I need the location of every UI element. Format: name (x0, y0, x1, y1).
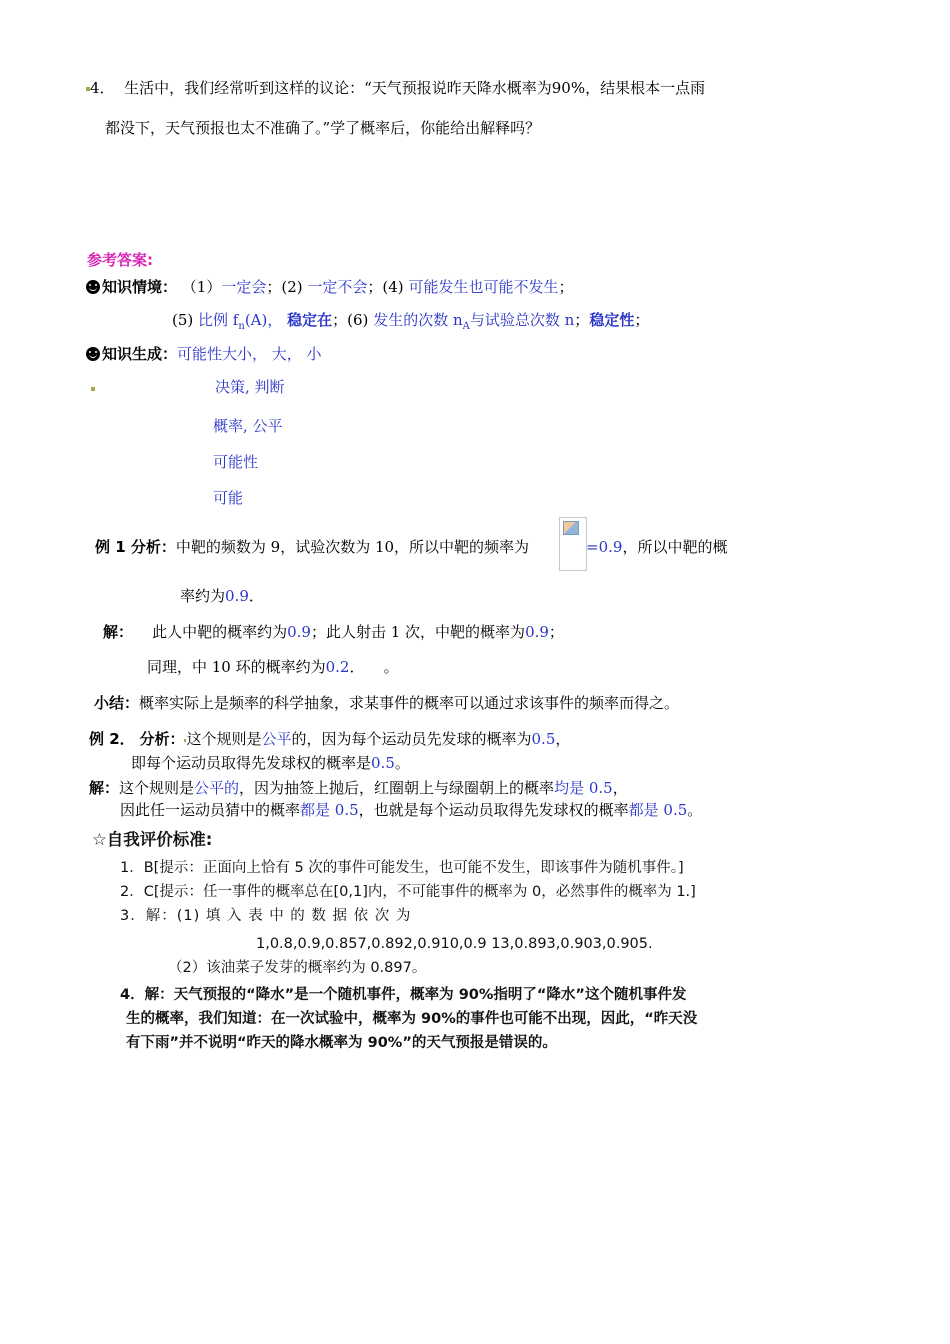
text-segment: 即每个运动员取得先发球权的概率是 (131, 754, 372, 772)
ex2-analysis-line1 (89, 729, 570, 749)
self-eval-item-4c: 有下雨”并不说明“昨天的降水概率为 90%”的天气预报是错误的。 (126, 1035, 557, 1051)
text-segment: 。 (383, 658, 399, 676)
summary-text: 概率实际上是频率的科学抽象，求某事件的概率可以通过求该事件的频率而得之。 (139, 694, 680, 712)
text-segment: 率约为 (180, 587, 226, 605)
answer-text: 均是 0.5 (554, 779, 613, 797)
self-eval-item-3b: 1,0.8,0.9,0.857,0.892,0.910,0.9 13,0.893,0.903,0.905. (256, 936, 653, 952)
reference-answers-title: 参考答案: (87, 251, 153, 269)
summary-label: 小结： (94, 694, 140, 712)
ex1-analysis-line (95, 537, 529, 557)
shengcheng-item-3: 可能性 (213, 453, 259, 471)
text-segment: (5) (172, 311, 194, 329)
zhishi-qingjing-line1 (86, 277, 573, 297)
q4-number: 4． (90, 79, 115, 97)
answer-text: 0.9 (525, 623, 549, 641)
zhishi-qingjing-line2 (172, 310, 649, 337)
subscript: A (462, 321, 470, 332)
shengcheng-item-2: 概率, 公平 (213, 417, 283, 435)
text-segment: ． (349, 658, 365, 676)
smiley-icon (86, 347, 100, 361)
q4-text-line2: 都没下，天气预报也太不准确了。”学了概率后，你能给出解释吗？ (105, 119, 541, 137)
ex1-label: 例 1 分析： (95, 538, 176, 556)
zhishi-qingjing-label: 知识情境： (102, 278, 178, 296)
text-segment: ， (555, 730, 571, 748)
text-segment: ． (248, 587, 264, 605)
answer-text: 发生的次数 n (373, 311, 463, 329)
ex1-analysis-tail (586, 537, 727, 557)
text-segment: 。 (394, 754, 410, 772)
ex1-text2: ，所以中靶的概 (622, 538, 728, 556)
zhishi-shengcheng-line (86, 344, 322, 364)
answer-text: 都是 0.5 (300, 801, 359, 819)
answer-text: 公平的 (194, 779, 240, 797)
text-segment: 同理，中 10 环的概率约为 (147, 658, 326, 676)
ex2-analysis-label: 分析： (139, 730, 185, 748)
ex1-solution-line1 (103, 622, 564, 642)
ex1-solution-label: 解： (103, 623, 134, 641)
answer-text: 比例 f (198, 311, 239, 329)
text-segment: （1） (181, 278, 222, 296)
answer-text: 稳定在 (287, 311, 333, 329)
q4-line1 (86, 78, 705, 98)
text-segment: 此人中靶的概率约为 (152, 623, 288, 641)
smiley-icon (86, 280, 100, 294)
answer-text: 都是 0.5 (628, 801, 688, 819)
text-segment: ； (558, 278, 574, 296)
answer-text: 0.2 (325, 658, 350, 676)
text-segment: 这个规则是 (186, 730, 262, 748)
text-segment: ； (574, 311, 590, 329)
text-segment: 的，因为每个运动员先发球的概率为 (291, 730, 532, 748)
ex2-solution-line1 (89, 778, 628, 798)
text-segment: ；(2) (266, 278, 303, 296)
ex1-frac-value: =0.9 (586, 538, 623, 556)
zhishi-shengcheng-value: 可能性大小， 大， 小 (177, 345, 322, 363)
ex1-line2 (180, 586, 264, 606)
ex1-solution-line2 (147, 657, 399, 677)
answer-text: 一定会 (221, 278, 267, 296)
shengcheng-item-1: 决策, 判断 (215, 378, 285, 396)
ex1-text1: 中靶的频数为 9，试验次数为 10，所以中靶的频率为 (175, 538, 530, 556)
text-segment: ，因为抽签上抛后，红圈朝上与绿圈朝上的概率 (239, 779, 555, 797)
answer-text: (A)， (244, 311, 283, 329)
answer-text: 公平 (261, 730, 292, 748)
zhishi-shengcheng-label: 知识生成： (102, 345, 178, 363)
self-eval-item-3a: 3．解：(1) 填 入 表 中 的 数 据 依 次 为 (120, 908, 412, 924)
text-segment: ；(4) (367, 278, 404, 296)
subscript: n (238, 321, 245, 332)
self-eval-item-4a: 4．解：天气预报的“降水”是一个随机事件，概率为 90%指明了“降水”这个随机事件发 (120, 987, 687, 1003)
self-eval-item-3c: （2）该油菜子发芽的概率约为 0.897。 (168, 960, 427, 976)
ex2-solution-label: 解： (89, 779, 120, 797)
self-eval-item-2: 2．C[提示：任一事件的概率总在[0,1]内，不可能事件的概率为 0，必然事件的概率为 1.] (120, 884, 696, 900)
answer-text: 可能发生也可能不发生 (408, 278, 559, 296)
self-eval-item-4b: 生的概率，我们知道：在一次试验中，概率为 90%的事件也可能不出现，因此，“昨天没 (126, 1011, 698, 1027)
text-segment: ； (548, 623, 564, 641)
self-eval-title: ☆自我评价标准: (92, 830, 213, 849)
ex2-label: 例 2． (89, 730, 135, 748)
self-eval-item-1: 1．B[提示：正面向上恰有 5 次的事件可能发生，也可能不发生，即该事件为随机事件。] (120, 860, 684, 876)
fraction-image-placeholder-icon (559, 517, 587, 571)
text-segment: ； (634, 311, 650, 329)
answer-text: 0.5 (371, 754, 395, 772)
text-segment: ，也就是每个运动员取得先发球权的概率 (358, 801, 629, 819)
answer-text: 0.5 (531, 730, 556, 748)
text-segment: ， (612, 779, 628, 797)
answer-text: 与试验总次数 n (469, 311, 575, 329)
bullet-dot-icon (91, 378, 95, 398)
text-segment: 这个规则是 (119, 779, 195, 797)
answer-text: 0.9 (287, 623, 311, 641)
answer-text: 一定不会 (307, 278, 368, 296)
text-segment: 。 (687, 801, 703, 819)
ex2-analysis-line2 (131, 753, 410, 773)
answer-text: 0.9 (225, 587, 249, 605)
summary-line (94, 693, 679, 713)
shengcheng-item-4: 可能 (213, 489, 244, 507)
ex2-solution-line2 (120, 800, 702, 820)
text-segment: ；(6) (332, 311, 369, 329)
text-segment: ；此人射击 1 次，中靶的概率为 (310, 623, 526, 641)
q4-text-line1: 生活中，我们经常听到这样的议论：“天气预报说昨天降水概率为90%，结果根本一点雨 (124, 79, 706, 97)
answer-text: 稳定性 (589, 311, 635, 329)
text-segment: 因此任一运动员猜中的概率 (120, 801, 301, 819)
